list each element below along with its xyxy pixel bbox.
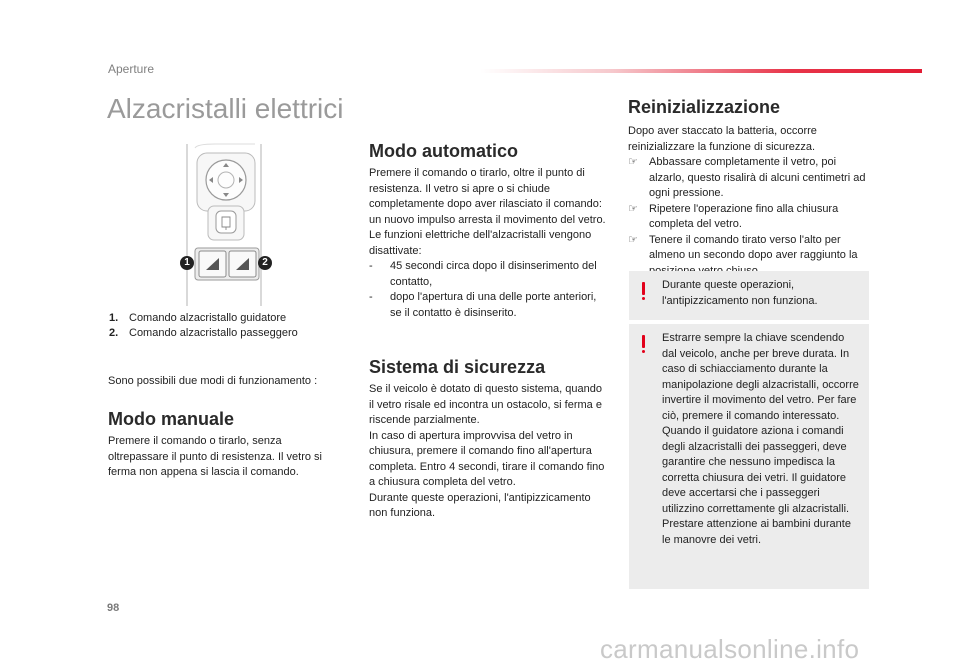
reset-text: Dopo aver staccato la batteria, occorre reinizializzare la funzione di sicurezza.	[628, 125, 817, 153]
automatic-heading: Modo automatico	[369, 141, 518, 161]
warning-note-text: Durante queste operazioni, l'antipizzicamento non funziona.	[662, 279, 818, 307]
list-item: ☞ Abbassare completamente il vetro, poi alzarlo, questo risalirà di alcuni centimetri ad ogni pressione.	[628, 155, 871, 202]
caption-item: 1. Comando alzacristallo guidatore	[109, 312, 287, 324]
warning-note-1	[629, 271, 869, 320]
callout-1: 1	[180, 256, 194, 270]
safety-text-3: Durante queste operazioni, l'antipizzicamento non funziona.	[369, 491, 591, 519]
safety-body	[369, 382, 609, 522]
page-title: Alzacristalli elettrici	[107, 93, 344, 124]
section-header: Aperture	[108, 62, 155, 76]
safety-text-2: In caso di apertura improvvisa del vetro in chiusura, premere il comando fino all'apertura completa. Entro 4 secondi, tirare il comando fino a chiusura completa del vetro.	[369, 429, 605, 488]
intro-text: Sono possibili due modi di funzionamento :	[108, 375, 318, 387]
manual-heading: Modo manuale	[108, 409, 235, 429]
header-rule	[480, 69, 922, 73]
bullet-icon: ☞	[628, 233, 638, 246]
bullet-icon: ☞	[628, 156, 638, 168]
safety-text: Se il veicolo è dotato di questo sistema, quando il vetro risale ed incontra un ostacolo, si ferma e riscende parzialmente.	[369, 383, 602, 426]
page-number: 98	[107, 602, 120, 614]
automatic-text: Premere il comando o tirarlo, oltre il punto di resistenza. Il vetro si apre o si chiude completamente dopo aver rilasciato il comando: un nuovo impulso arresta il movimento del vetro.	[369, 167, 606, 226]
reset-body	[628, 124, 871, 279]
window-switch-illustration	[175, 140, 275, 308]
automatic-disabled-intro: Le funzioni elettriche dell'alzacristalli vengono disattivate:	[369, 229, 592, 257]
automatic-body	[369, 166, 607, 321]
warning-note-2	[629, 324, 869, 589]
callout-2: 2	[258, 256, 272, 270]
warning-note-text: Estrarre sempre la chiave scendendo dal veicolo, anche per breve durata. In caso di schiacciamento durante la manipolazione degli alzacristalli, occorre invertire il movimento del vetro. Per fare ciò, premere il comando interessato. Quando il guidatore aziona i comandi degli alzacristalli dei passeggeri, deve garantire che nessuno impedisca la corretta chiusura dei vetri. Il guidatore deve accertarsi che i passeggeri utilizzino correttamente gli alzacristalli. Prestare attenzione ai bambini durante le manovre dei vetri.	[662, 332, 859, 546]
figure-captions	[109, 311, 298, 341]
manual-body: Premere il comando o tirarlo, senza oltrepassare il punto di resistenza. Il vetro si ferma non appena si lascia il comando.	[108, 435, 322, 478]
warning-icon	[641, 282, 646, 301]
watermark: carmanualsonline.info	[600, 634, 860, 664]
list-item: - dopo l'apertura di una delle porte anteriori, se il contatto è disinserito.	[369, 291, 597, 319]
warning-icon	[641, 335, 646, 354]
reset-heading: Reinizializzazione	[628, 97, 781, 117]
list-item: ☞ Tenere il comando tirato verso l'alto per almeno un secondo dopo aver raggiunto la	[628, 233, 871, 280]
caption-item: 2. Comando alzacristallo passeggero	[109, 327, 298, 339]
bullet-icon: ☞	[628, 202, 638, 215]
list-item: - 45 secondi circa dopo il disinserimento del contatto,	[369, 260, 597, 288]
list-item: ☞ Ripetere l'operazione fino alla chiusura completa del vetro.	[628, 202, 871, 233]
safety-heading: Sistema di sicurezza	[369, 357, 546, 377]
